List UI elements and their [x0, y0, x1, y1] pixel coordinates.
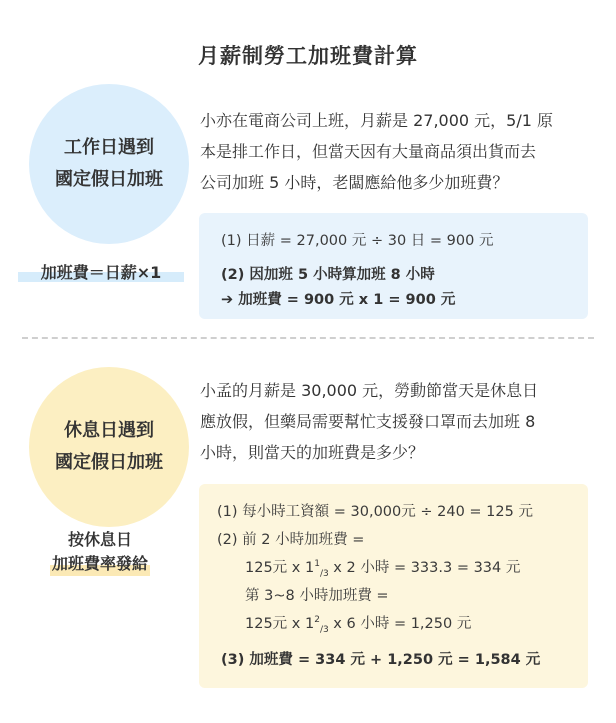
section2-formula-line1: 按休息日 [67, 530, 132, 549]
section2-answer-line [245, 556, 520, 579]
section1-question-line: 小亦在電商公司上班，月薪是 27,000 元，5/1 原 [200, 111, 553, 130]
section1-answer-line: (2) 因加班 5 小時算加班 8 小時 [221, 267, 435, 283]
section2-formula [30, 528, 170, 576]
section-divider [22, 337, 594, 339]
fraction-denominator: /3 [319, 568, 329, 579]
section2-circle-line1: 休息日遇到 [64, 420, 154, 441]
page-title: 月薪制勞工加班費計算 [198, 44, 418, 68]
section2-question-line: 小孟的月薪是 30,000 元，勞動節當天是休息日 [200, 381, 539, 400]
section1-question [200, 105, 592, 198]
fraction-denominator: /3 [319, 624, 329, 635]
section2-question [200, 375, 592, 468]
section1-answer-result: ➔ 加班費 = 900 元 x 1 = 900 元 [221, 292, 456, 308]
section2-answer-result: (3) 加班費 = 334 元 + 1,250 元 = 1,584 元 [221, 652, 541, 668]
answer-text: 125元 x 1 [245, 616, 315, 632]
section2-answer-line: (2) 前 2 小時加班費 = [217, 532, 365, 548]
fraction-numerator: 1 [314, 559, 320, 570]
section2-answer-line: 第 3~8 小時加班費 = [245, 588, 389, 604]
section1-circle-badge [29, 84, 189, 244]
section2-question-line: 小時，則當天的加班費是多少？ [200, 443, 425, 462]
answer-text: 125元 x 1 [245, 560, 315, 576]
section2-answer-line: (1) 每小時工資額 = 30,000元 ÷ 240 = 125 元 [217, 504, 533, 520]
section2-answer-line [245, 612, 471, 635]
section1-answer-line: (1) 日薪 = 27,000 元 ÷ 30 日 = 900 元 [221, 233, 494, 249]
section1-answer-box [199, 213, 588, 319]
section1-question-line: 公司加班 5 小時，老闆應給他多少加班費？ [200, 173, 509, 192]
section1-formula: 加班費＝日薪×1 [18, 260, 184, 282]
answer-text: x 2 小時 = 333.3 = 334 元 [328, 560, 521, 576]
section2-circle-badge [29, 367, 189, 527]
section2-formula-line2: 加班費率發給 [50, 552, 150, 576]
section1-circle-line1: 工作日遇到 [64, 137, 154, 158]
section1-question-line: 本是排工作日，但當天因有大量商品須出貨而去 [200, 142, 537, 161]
section2-question-line: 應放假，但藥局需要幫忙支援發口罩而去加班 8 [200, 412, 536, 431]
section1-circle-line2: 國定假日加班 [55, 169, 163, 190]
section2-answer-box [199, 484, 588, 688]
answer-text: x 6 小時 = 1,250 元 [328, 616, 472, 632]
section2-circle-line2: 國定假日加班 [55, 452, 163, 473]
fraction-numerator: 2 [314, 615, 320, 626]
